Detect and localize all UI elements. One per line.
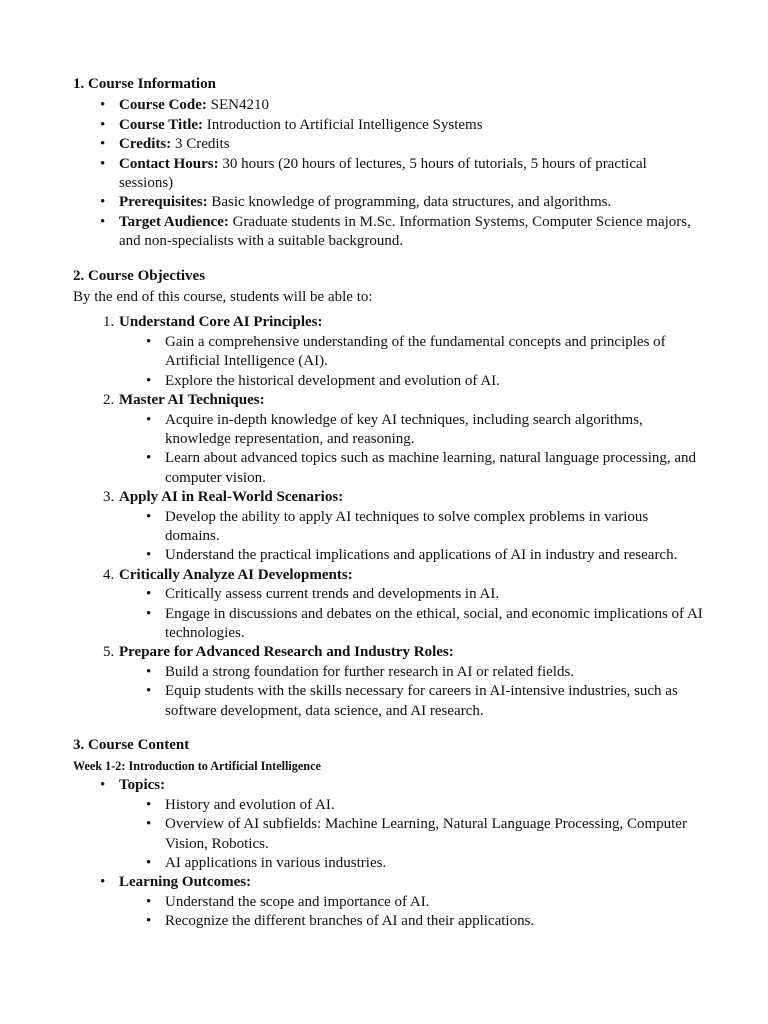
document-page bbox=[73, 75, 703, 932]
group-points bbox=[119, 796, 703, 874]
list-item: • Equip students with the skills necessary for careers in AI-intensive industries, such as software development, data science, and AI research. bbox=[165, 682, 703, 721]
list-item bbox=[119, 116, 703, 135]
item-value: 3 Credits bbox=[171, 136, 230, 153]
section-title-course-content: 3. Course Content bbox=[73, 737, 190, 753]
list-item bbox=[119, 96, 703, 115]
list-item: • Recognize the different branches of AI and their applications. bbox=[165, 912, 703, 931]
objective-number: 5. bbox=[103, 644, 115, 661]
group-points bbox=[119, 893, 703, 932]
list-item: • Engage in discussions and debates on the ethical, social, and economic implications of AI technologies. bbox=[165, 605, 703, 644]
objective-points bbox=[119, 411, 703, 489]
objective-number: 2. bbox=[103, 392, 115, 409]
item-label: Course Title: bbox=[119, 116, 204, 133]
list-item: • Build a strong foundation for further research in AI or related fields. bbox=[165, 663, 703, 682]
item-label: Contact Hours: bbox=[119, 155, 219, 172]
list-item: • Develop the ability to apply AI techniques to solve complex problems in various domains. bbox=[165, 508, 703, 547]
list-item: • Understand the practical implications and applications of AI in industry and research. bbox=[165, 546, 703, 565]
objective-title: Critically Analyze AI Developments: bbox=[119, 566, 353, 583]
list-item bbox=[119, 213, 703, 252]
week-content-list bbox=[73, 776, 703, 931]
objective-item bbox=[103, 313, 703, 391]
item-label: Prerequisites: bbox=[119, 194, 208, 211]
list-item: • Overview of AI subfields: Machine Learning, Natural Language Processing, Computer Vision, Robotics. bbox=[165, 815, 703, 854]
content-group bbox=[119, 776, 703, 873]
objective-item bbox=[103, 566, 703, 644]
objectives-intro: By the end of this course, students will be able to: bbox=[73, 289, 373, 306]
content-group bbox=[119, 873, 703, 931]
section-title-course-objectives: 2. Course Objectives bbox=[73, 267, 206, 284]
item-label: Course Code: bbox=[119, 97, 207, 114]
item-label: Target Audience: bbox=[119, 213, 229, 230]
list-item: • AI applications in various industries. bbox=[165, 854, 703, 873]
list-item: • Gain a comprehensive understanding of the fundamental concepts and principles of Artificial Intelligence (AI). bbox=[165, 333, 703, 372]
objective-points bbox=[119, 585, 703, 643]
objective-title: Prepare for Advanced Research and Industry Roles: bbox=[119, 644, 454, 661]
list-item: • Explore the historical development and evolution of AI. bbox=[165, 372, 703, 391]
list-item: • History and evolution of AI. bbox=[165, 796, 703, 815]
objective-item bbox=[103, 643, 703, 721]
objective-number: 1. bbox=[103, 314, 115, 331]
list-item bbox=[119, 135, 703, 154]
course-information-list bbox=[73, 96, 703, 251]
objective-title: Apply AI in Real-World Scenarios: bbox=[119, 489, 344, 506]
objective-number: 4. bbox=[103, 566, 115, 583]
objective-points bbox=[119, 508, 703, 566]
objective-number: 3. bbox=[103, 489, 115, 506]
list-item bbox=[119, 193, 703, 212]
item-label: Credits: bbox=[119, 136, 172, 153]
list-item: • Acquire in-depth knowledge of key AI techniques, including search algorithms, knowledge representation, and reasoning. bbox=[165, 411, 703, 450]
list-item: • Understand the scope and importance of AI. bbox=[165, 893, 703, 912]
objective-item bbox=[103, 488, 703, 566]
section-title-course-information: 1. Course Information bbox=[73, 76, 216, 92]
item-value: SEN4210 bbox=[206, 97, 269, 114]
objective-item bbox=[103, 391, 703, 488]
objective-title: Master AI Techniques: bbox=[119, 392, 265, 409]
list-item bbox=[119, 155, 703, 194]
list-item: • Learn about advanced topics such as machine learning, natural language processing, and computer vision. bbox=[165, 449, 703, 488]
objective-title: Understand Core AI Principles: bbox=[119, 314, 323, 331]
item-value: Basic knowledge of programming, data structures, and algorithms. bbox=[207, 194, 612, 211]
objective-points bbox=[119, 333, 703, 391]
group-label: Topics: bbox=[119, 777, 166, 794]
objectives-list bbox=[73, 313, 703, 721]
week-title: Week 1-2: Introduction to Artificial Intelligence bbox=[73, 759, 321, 774]
item-value: Introduction to Artificial Intelligence Systems bbox=[203, 116, 483, 133]
list-item: • Critically assess current trends and developments in AI. bbox=[165, 585, 703, 604]
item-value: 30 hours (20 hours of lectures, 5 hours of tutorials, 5 hours of practical sessions) bbox=[119, 155, 647, 192]
objective-points bbox=[119, 663, 703, 721]
group-label: Learning Outcomes: bbox=[119, 874, 252, 891]
item-value: Graduate students in M.Sc. Information Systems, Computer Science majors, and non-specialists with a suitable background. bbox=[119, 213, 691, 250]
